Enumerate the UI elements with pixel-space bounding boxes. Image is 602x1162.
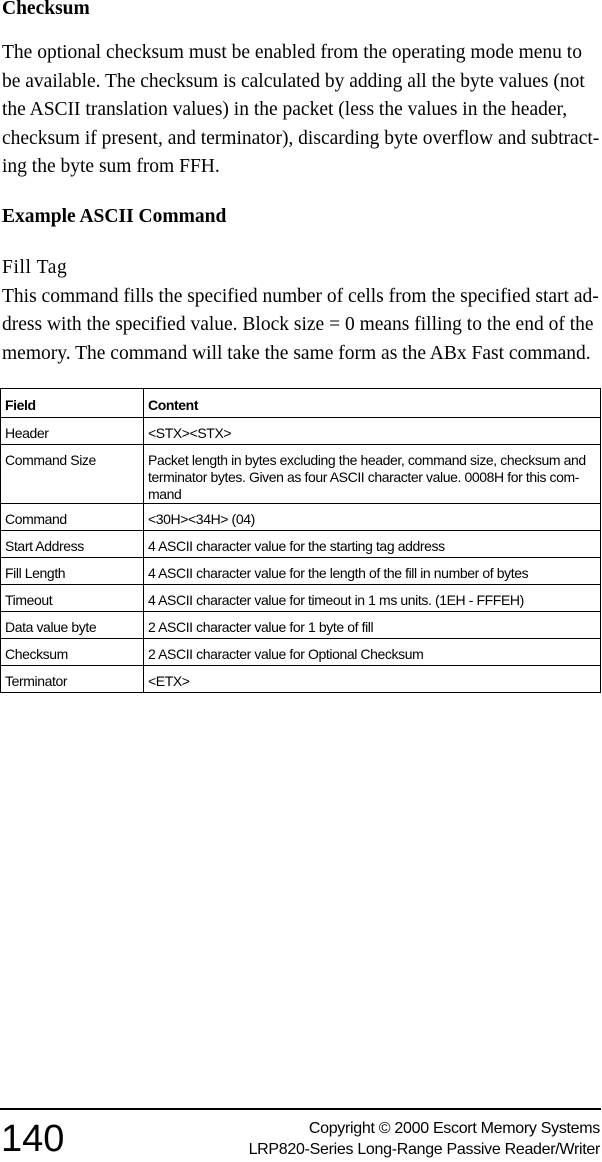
content-line: mand bbox=[148, 486, 182, 502]
table-row bbox=[1, 418, 601, 445]
paragraph-line: checksum if present, and terminator), discarding byte overflow and subtract- bbox=[2, 127, 600, 149]
content-line: Packet length in bytes excluding the header, command size, checksum and bbox=[148, 452, 586, 468]
table-row bbox=[1, 612, 601, 639]
paragraph-line: the ASCII translation values) in the packet (less the values in the header, bbox=[2, 99, 568, 120]
table-row bbox=[1, 639, 601, 666]
paragraph-line: be available. The checksum is calculated by adding all the byte values (not bbox=[2, 70, 585, 92]
field-cell: Timeout bbox=[1, 585, 144, 612]
table-row bbox=[1, 585, 601, 612]
checksum-heading: Checksum bbox=[2, 0, 90, 19]
table-row bbox=[1, 445, 601, 504]
checksum-paragraph bbox=[2, 39, 598, 182]
field-cell: Data value byte bbox=[1, 612, 144, 639]
field-cell: Terminator bbox=[1, 666, 144, 693]
content-cell bbox=[144, 445, 601, 504]
field-cell: Checksum bbox=[1, 639, 144, 666]
content-cell: <STX><STX> bbox=[144, 418, 601, 445]
table-row bbox=[1, 666, 601, 693]
table-row bbox=[1, 504, 601, 531]
footer-divider bbox=[0, 1108, 601, 1110]
content-cell: 2 ASCII character value for Optional Checksum bbox=[144, 639, 601, 666]
paragraph-line: ing the byte sum from FFH. bbox=[2, 156, 220, 177]
field-cell: Start Address bbox=[1, 531, 144, 558]
table-row bbox=[1, 531, 601, 558]
field-cell: Fill Length bbox=[1, 558, 144, 585]
copyright-text: Copyright © 2000 Escort Memory Systems bbox=[308, 1120, 600, 1137]
column-header-content: Content bbox=[144, 389, 601, 418]
content-cell: <30H><34H> (04) bbox=[144, 504, 601, 531]
field-cell: Header bbox=[1, 418, 144, 445]
field-cell: Command bbox=[1, 504, 144, 531]
content-cell: 4 ASCII character value for the length of the fill in number of bytes bbox=[144, 558, 601, 585]
paragraph-line: This command fills the specified number of cells from the specified start ad- bbox=[2, 285, 599, 307]
command-table bbox=[0, 388, 601, 693]
command-title: Fill Tag bbox=[2, 257, 68, 278]
field-cell: Command Size bbox=[1, 445, 144, 504]
content-cell: 2 ASCII character value for 1 byte of fill bbox=[144, 612, 601, 639]
example-command-heading: Example ASCII Command bbox=[2, 206, 227, 227]
content-cell: 4 ASCII character value for timeout in 1 ms units. (1EH - FFFEH) bbox=[144, 585, 601, 612]
paragraph-line: memory. The command will take the same form as the ABx Fast command. bbox=[2, 342, 591, 364]
product-name: LRP820-Series Long-Range Passive Reader/Writer bbox=[248, 1141, 600, 1158]
content-cell: 4 ASCII character value for the starting tag address bbox=[144, 531, 601, 558]
column-header-field: Field bbox=[1, 389, 144, 418]
table-row bbox=[1, 558, 601, 585]
paragraph-line: The optional checksum must be enabled from the operating mode menu to bbox=[2, 42, 582, 63]
content-cell: <ETX> bbox=[144, 666, 601, 693]
paragraph-line: dress with the specified value. Block size = 0 means filling to the end of the bbox=[2, 314, 594, 335]
fill-tag-paragraph bbox=[2, 254, 598, 368]
content-line: terminator bytes. Given as four ASCII character value. 0008H for this com- bbox=[148, 469, 580, 485]
page-number: 140 bbox=[1, 1118, 65, 1160]
table-header-row bbox=[1, 389, 601, 418]
